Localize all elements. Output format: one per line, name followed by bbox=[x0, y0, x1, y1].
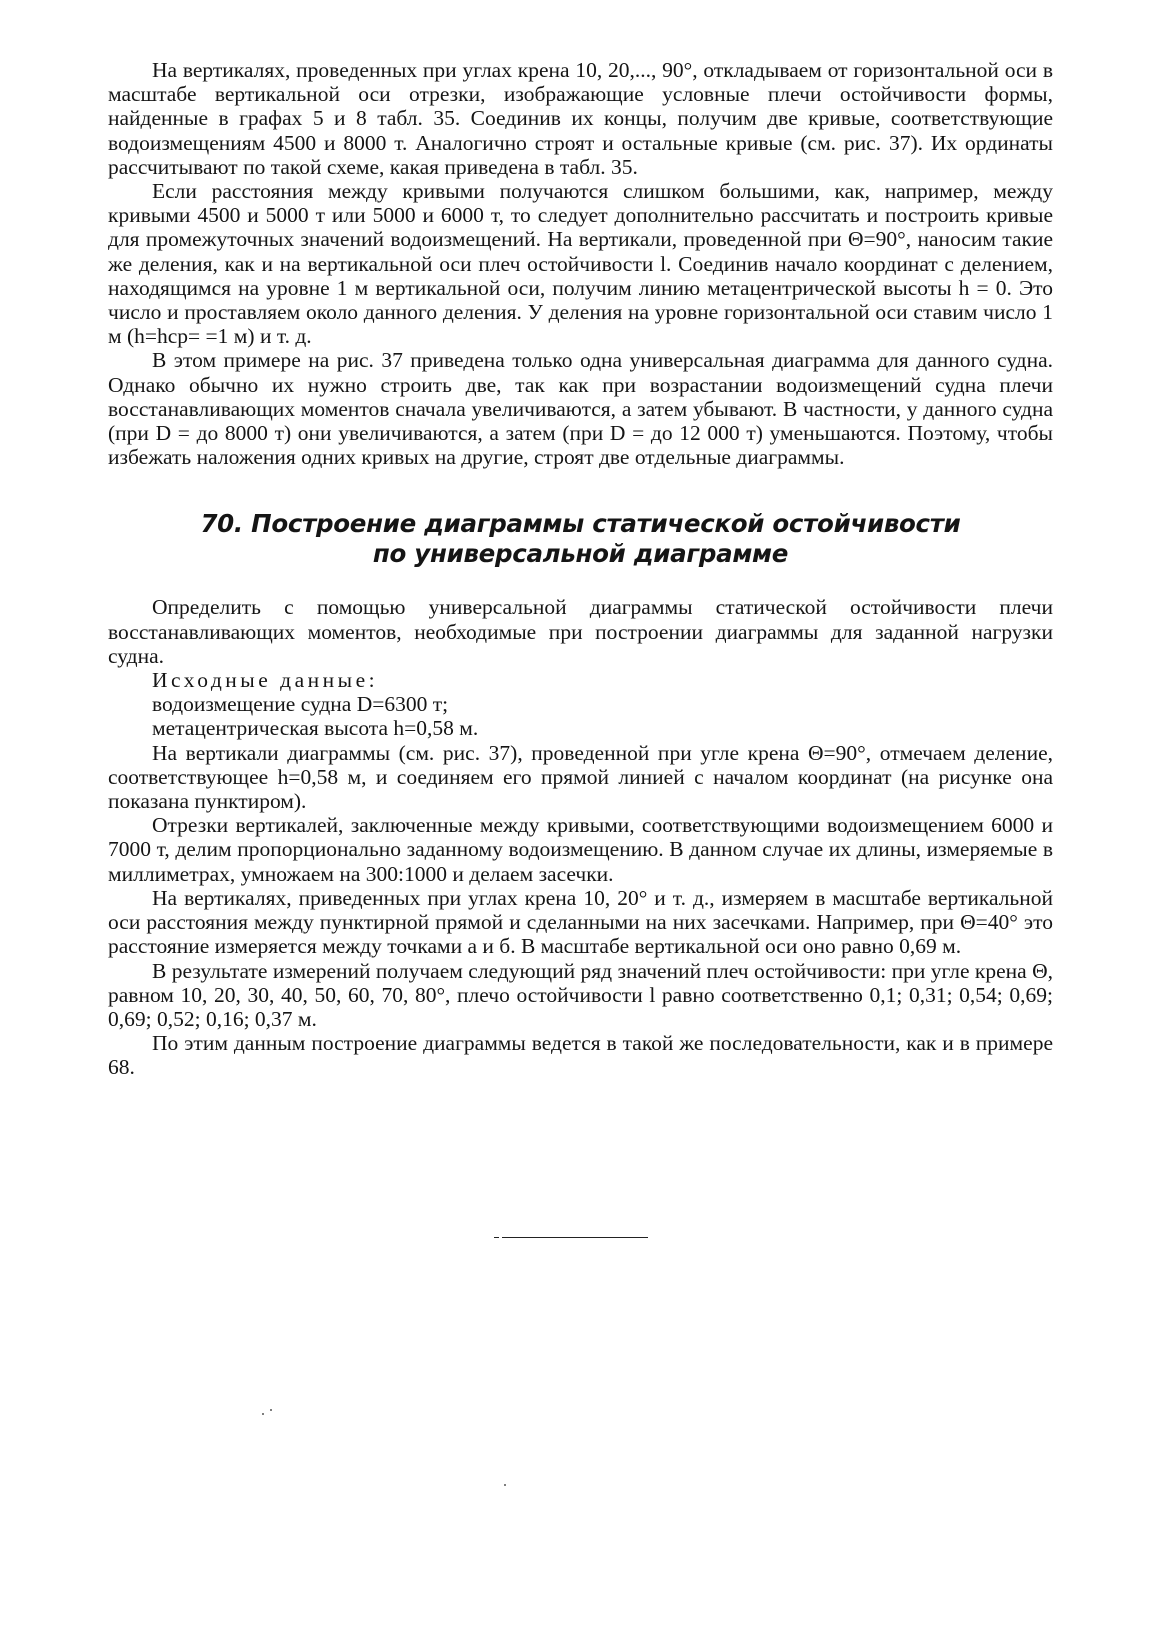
paragraph-1: На вертикалях, проведенных при углах крена 10, 20,..., 90°, откладываем от горизонтальной оси в масштабе вертикальной оси отрезки, изображающие условные плечи остойчивости формы, найденные в графах 5 и 8 табл. 35. Соединив их концы, получим две кривые, соответствующие водоизмещениям 4500 и 8000 т. Аналогично строят и остальные кривые (см. рис. 37). Их ординаты рассчитывают по такой схеме, какая приведена в табл. 35. bbox=[108, 58, 1053, 179]
given-data-label: Исходные данные: bbox=[152, 668, 379, 693]
given-displacement: водоизмещение судна D=6300 т; bbox=[152, 692, 449, 717]
section-heading bbox=[108, 509, 1053, 569]
task-paragraph: Определить с помощью универсальной диаграммы статической остойчивости плечи восстанавливающих моментов, необходимые при построении диаграммы для заданной нагрузки судна. bbox=[108, 595, 1053, 668]
step-paragraph-3: На вертикалях, приведенных при углах крена 10, 20° и т. д., измеряем в масштабе вертикальной оси расстояния между пунктирной прямой и сделанными на них засечками. Например, при Θ=40° это расстояние измеряется между точками а и б. В масштабе вертикальной оси оно равно 0,69 м. bbox=[108, 885, 1053, 959]
results-paragraph: В результате измерений получаем следующий ряд значений плеч остойчивости: при угле крена Θ, равном 10, 20, 30, 40, 50, 60, 70, 80°, плечо остойчивости l равно соответственно 0,1; 0,31; 0,54; 0,69; 0,69; 0,52; 0,16; 0,37 м. bbox=[108, 958, 1053, 1031]
section-heading-line-2: по универсальной диаграмме bbox=[372, 539, 789, 569]
closing-paragraph: По этим данным построение диаграммы ведется в такой же последовательности, как и в примере 68. bbox=[108, 1031, 1053, 1080]
scan-speck bbox=[270, 1409, 272, 1411]
end-rule bbox=[502, 1237, 648, 1238]
section-heading-line-1: 70. Построение диаграммы статической остойчивости bbox=[200, 509, 961, 539]
given-metacentric-height: метацентрическая высота h=0,58 м. bbox=[152, 716, 479, 741]
page-content bbox=[108, 58, 1053, 1080]
paragraph-2: Если расстояния между кривыми получаются слишком большими, как, например, между кривыми 4500 и 5000 т или 5000 и 6000 т, то следует дополнительно рассчитать и построить кривые для промежуточных значений водоизмещений. На вертикали, проведенной при Θ=90°, наносим такие же деления, как и на вертикальной оси плеч остойчивости l. Соединив начало координат с делением, находящимся на уровне 1 м вертикальной оси, получим линию метацентрической высоты h = 0. Это число и проставляем около данного деления. У деления на уровне горизонтальной оси ставим число 1 м (h=hср= =1 м) и т. д. bbox=[108, 179, 1053, 349]
paragraph-3: В этом примере на рис. 37 приведена только одна универсальная диаграмма для данного судна. Однако обычно их нужно строить две, так как при возрастании водоизмещений судна плечи восстанавливающих моментов сначала увеличиваются, а затем убывают. В частности, у данного судна (при D = до 8000 т) они увеличиваются, а затем (при D = до 12 000 т) уменьшаются. Поэтому, чтобы избежать наложения одних кривых на другие, строят две отдельные диаграммы. bbox=[108, 348, 1053, 470]
step-paragraph-1: На вертикали диаграммы (см. рис. 37), проведенной при угле крена Θ=90°, отмечаем деление, соответствующее h=0,58 м, и соединяем его прямой линией с началом координат (на рисунке она показана пунктиром). bbox=[108, 740, 1053, 814]
step-paragraph-2: Отрезки вертикалей, заключенные между кривыми, соответствующими водоизмещением 6000 и 7000 т, делим пропорционально заданному водоизмещению. В данном случае их длины, измеряемые в миллиметрах, умножаем на 300:1000 и делаем засечки. bbox=[108, 813, 1053, 886]
scan-speck bbox=[504, 1484, 506, 1486]
scan-speck bbox=[262, 1413, 264, 1415]
